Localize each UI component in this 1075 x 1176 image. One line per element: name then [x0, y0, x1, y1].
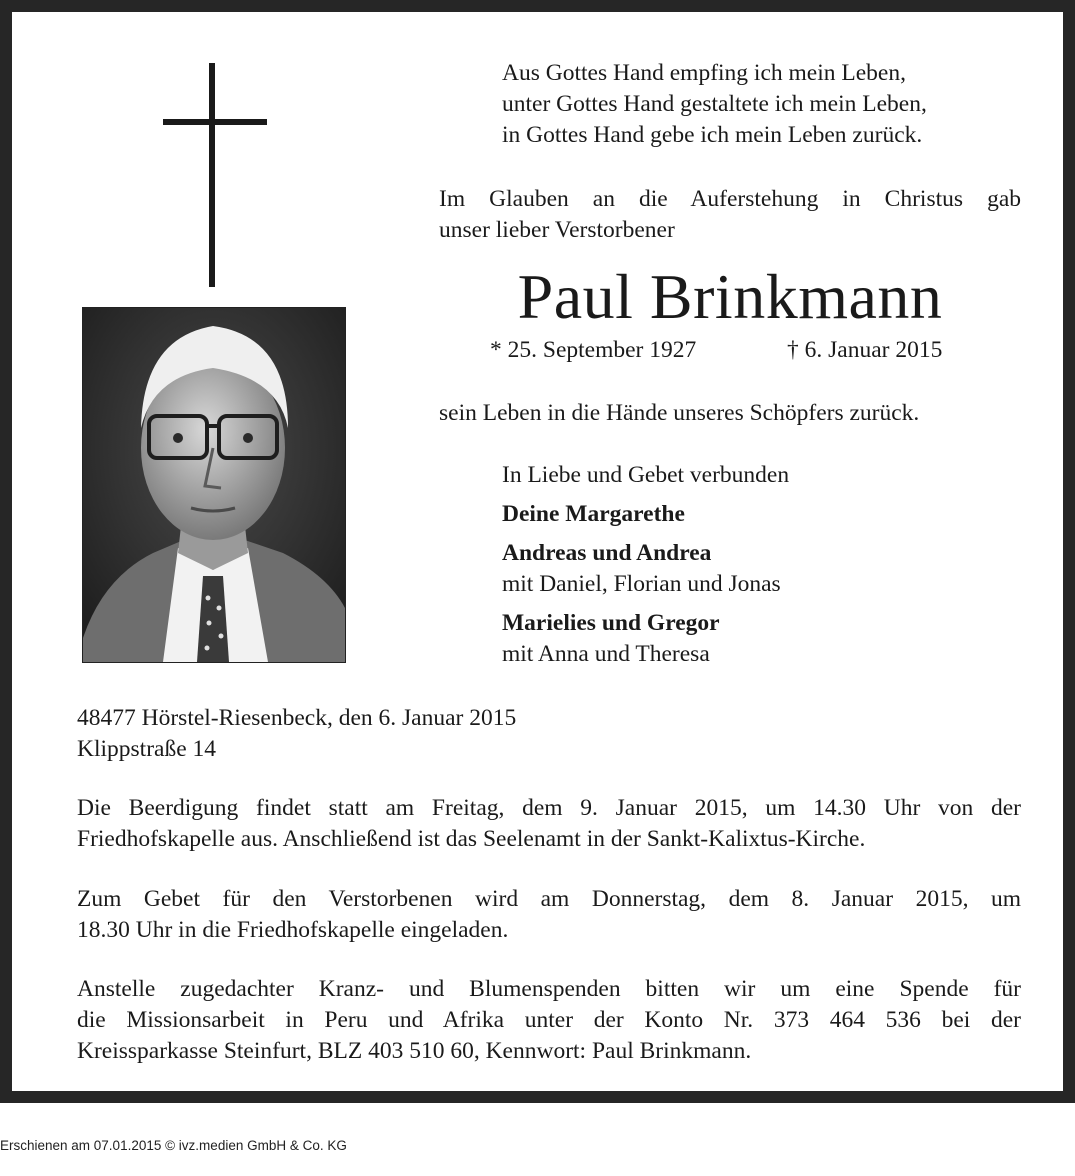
prayer-paragraph — [77, 884, 1021, 946]
paragraph-line: Zum Gebet für den Verstorbenen wird am Donnerstag, dem 8. Januar 2015, um — [77, 886, 1021, 912]
street-address: Klippstraße 14 — [77, 736, 217, 762]
poem-line: unter Gottes Hand gestaltete ich mein Leben, — [502, 91, 927, 117]
life-dates — [490, 335, 1030, 366]
spouse-name: Deine Margarethe — [502, 501, 685, 527]
funeral-paragraph — [77, 793, 1021, 855]
family-group-children: mit Anna und Theresa — [502, 641, 710, 667]
paragraph-line: die Missionsarbeit in Peru und Afrika unter der Konto Nr. 373 464 536 bei der — [77, 1007, 1021, 1033]
intro-text — [439, 184, 1021, 246]
paragraph-line: Friedhofskapelle aus. Anschließend ist das Seelenamt in der Sankt-Kalixtus-Kirche. — [77, 826, 866, 852]
death-date: † 6. Januar 2015 — [787, 337, 943, 363]
family-intro: In Liebe und Gebet verbunden — [502, 462, 790, 488]
family-group-children: mit Daniel, Florian und Jonas — [502, 571, 781, 597]
donation-paragraph — [77, 974, 1021, 1067]
paragraph-line: Kreissparkasse Steinfurt, BLZ 403 510 60, Kennwort: Paul Brinkmann. — [77, 1038, 752, 1064]
poem — [502, 58, 1042, 151]
family-signatures — [502, 460, 1022, 670]
portrait-illustration — [83, 308, 345, 662]
paragraph-line: Anstelle zugedachter Kranz- und Blumenspenden bitten wir um eine Spende für — [77, 976, 1021, 1002]
publication-footer: Erschienen am 07.01.2015 © ivz.medien GmbH & Co. KG — [0, 1138, 347, 1153]
place-date: 48477 Hörstel-Riesenbeck, den 6. Januar 2015 — [77, 705, 517, 731]
cross-icon-bar — [163, 119, 267, 125]
portrait-photo — [82, 307, 346, 663]
cross-icon — [209, 63, 215, 287]
poem-line: Aus Gottes Hand empfing ich mein Leben, — [502, 60, 906, 86]
birth-date: * 25. September 1927 — [490, 337, 697, 363]
family-group-names: Marielies und Gregor — [502, 610, 720, 636]
paragraph-line: Die Beerdigung findet statt am Freitag, dem 9. Januar 2015, um 14.30 Uhr von der — [77, 795, 1021, 821]
intro-line: unser lieber Verstorbener — [439, 217, 675, 243]
family-group-names: Andreas und Andrea — [502, 540, 712, 566]
intro-line: Im Glauben an die Auferstehung in Christus gab — [439, 186, 1021, 212]
poem-line: in Gottes Hand gebe ich mein Leben zurück. — [502, 122, 923, 148]
returned-line: sein Leben in die Hände unseres Schöpfers zurück. — [439, 400, 920, 426]
paragraph-line: 18.30 Uhr in die Friedhofskapelle eingeladen. — [77, 917, 509, 943]
deceased-name: Paul Brinkmann — [517, 261, 943, 332]
address-block — [77, 703, 677, 765]
